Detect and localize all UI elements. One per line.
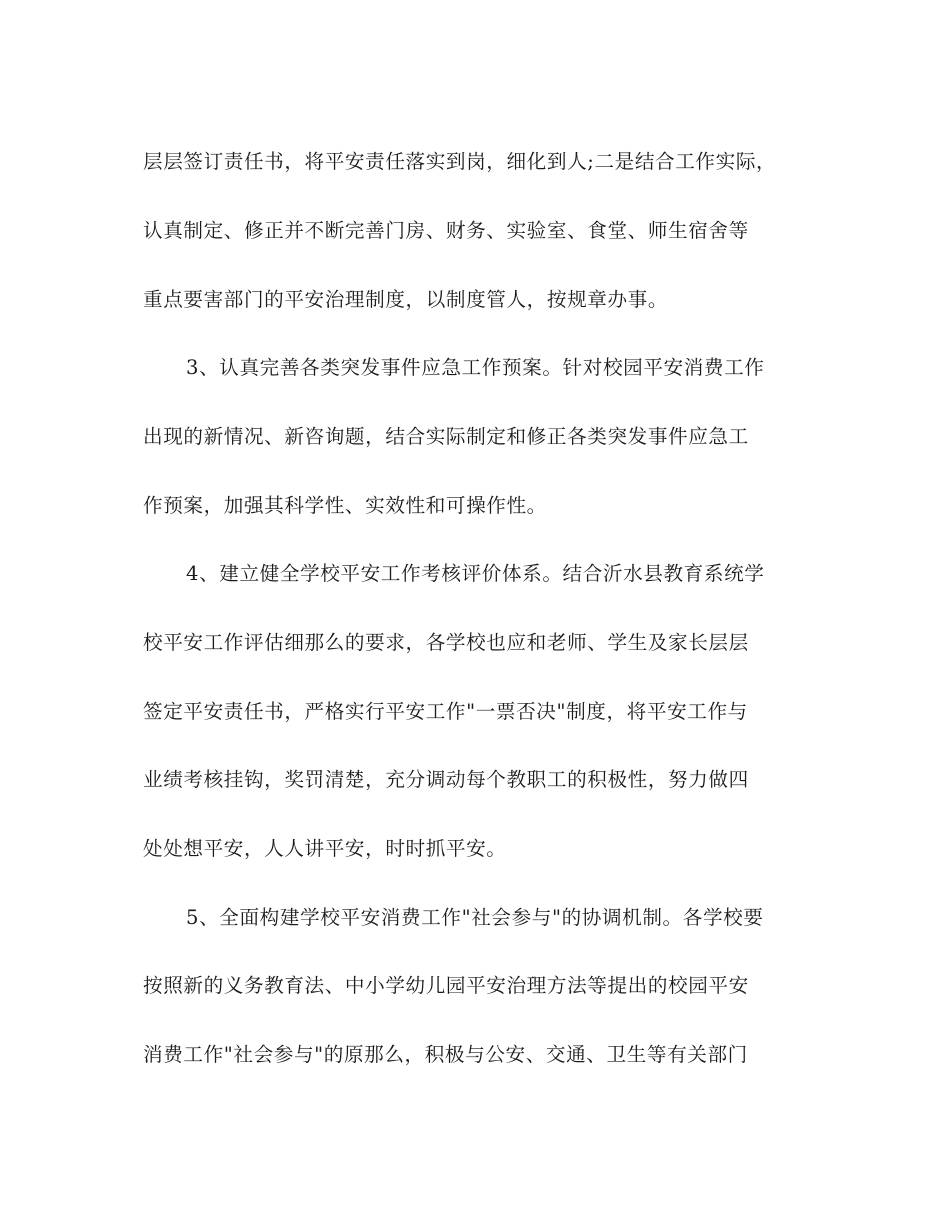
text-line: 层层签订责任书，将平安责任落实到岗，细化到人;二是结合工作实际， — [143, 150, 777, 173]
text-line: 签定平安责任书，严格实行平安工作"一票否决"制度，将平安工作与 — [143, 700, 748, 723]
text-line: 处处想平安，人人讲平安，时时抓平安。 — [143, 837, 507, 860]
text-line: 作预案，加强其科学性、实效性和可操作性。 — [143, 494, 547, 517]
text-line: 消费工作"社会参与"的原那么，积极与公安、交通、卫生等有关部门 — [143, 1043, 748, 1066]
paragraph-start-line: 4、建立健全学校平安工作考核评价体系。结合沂水县教育系统学 — [186, 562, 765, 585]
text-line: 业绩考核挂钩，奖罚清楚，充分调动每个教职工的积极性，努力做四 — [143, 768, 749, 791]
paragraph-start-line: 5、全面构建学校平安消费工作"社会参与"的协调机制。各学校要 — [186, 906, 764, 929]
text-line: 重点要害部门的平安治理制度，以制度管人，按规章办事。 — [143, 288, 669, 311]
paragraph-start-line: 3、认真完善各类突发事件应急工作预案。针对校园平安消费工作 — [186, 356, 765, 379]
text-line: 认真制定、修正并不断完善门房、财务、实验室、食堂、师生宿舍等 — [143, 219, 749, 242]
text-line: 按照新的义务教育法、中小学幼儿园平安治理方法等提出的校园平安 — [143, 974, 749, 997]
text-line: 出现的新情况、新咨询题，结合实际制定和修正各类突发事件应急工 — [143, 425, 749, 448]
text-line: 校平安工作评估细那么的要求，各学校也应和老师、学生及家长层层 — [143, 631, 749, 654]
